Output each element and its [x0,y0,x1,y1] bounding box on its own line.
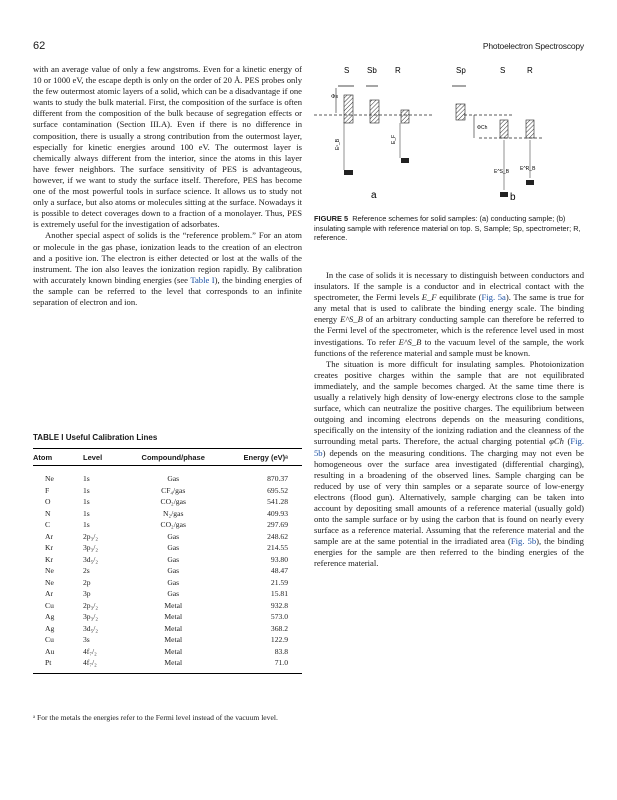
text-run: The situation is more difficult for insulating samples. Photoionization creates positive charges within the sample that are not equilibrated immediately, and the sample becomes charged. At the same time there is usually a relatively high density of low-energy electrons close to the sample surface, which can neutralize the positive charges. The equilibrium between outgoing and incoming electrons depends on the measuring conditions, specifically on the intensity of the ionizing radiation and the cleanness of the surrounding metal parts. Therefore, the actual charging potential [314,358,584,447]
column-header: Compound/phase [128,449,218,466]
cell-energy: 248.62 [267,531,288,541]
cell-atom: Ar [45,531,54,541]
column-header: Atom [33,449,83,466]
cell-level: 2s [83,566,90,576]
cell-energy: 48.47 [270,566,288,576]
cell-energy: 122.9 [270,635,288,645]
text-run: equilibrate ( [436,292,482,303]
cell-level: 4f₇/₂ [83,658,97,668]
label-r2: R [527,66,533,75]
cell-energy: 932.8 [270,600,288,610]
cell-level: 1s [83,520,90,530]
cell-energy: 71.0 [274,658,288,668]
page-number: 62 [33,40,46,52]
table-row [33,623,302,635]
symbol: E_F [421,292,437,303]
cell-phase: Gas [167,531,180,541]
eb-label: Eᵛ_B [335,138,341,150]
cell-energy: 409.93 [267,508,288,518]
table-row [33,531,302,543]
cell-atom: Cu [45,635,54,645]
table-row [33,508,302,520]
cell-atom: O [45,497,51,507]
table-row [33,600,302,612]
table-row [33,496,302,508]
cell-phase: Gas [167,543,180,553]
cell-atom: Ag [45,612,55,622]
cell-phase: Metal [164,646,183,656]
cell-atom: Ar [45,589,54,599]
ef-label: E_F [391,134,397,144]
running-head: Photoelectron Spectroscopy [482,41,584,51]
cell-phase: Metal [164,658,183,668]
table-row [33,519,302,531]
cell-phase: Gas [167,566,180,576]
reference-band [401,110,409,123]
cell-level: 3p [83,589,91,599]
eb-r-label: E^R_B [520,166,536,172]
table-row [33,634,302,646]
column-header: Energy (eV)ᵃ [218,449,302,466]
cell-energy: 695.52 [267,485,288,495]
table-row [33,588,302,600]
cell-phase: N₂/gas [163,508,184,518]
cell-atom: Pt [45,658,52,668]
cell-phase: Gas [167,474,180,484]
cell-level: 3p₃/₂ [83,612,98,622]
table-row [33,542,302,554]
symbol: E^S_B [398,336,422,347]
text-run: to the vacuum level of the sample, the work functions of the reference material and sample must be known. [314,336,584,358]
sample-band [500,120,508,138]
phi-ch-label: ΦCh [477,125,488,131]
cell-level: 2p₃/₂ [83,600,98,610]
cell-phase: Metal [164,623,183,633]
cell-atom: Ne [45,474,54,484]
symbol: E^S_B [340,314,363,325]
paragraph [314,270,584,359]
cell-phase: CO₂/gas [160,520,186,530]
cell-level: 4f₇/₂ [83,646,97,656]
text-run: Another special aspect of solids is the “reference problem.” For an atom or molecule in the gas phase, ionization leads to the creation of an electron and a positive ion. The electron is either detected or lost at the walls of the instrument. The ion also leaves the ionization region rapidly. By calibration with accurately known binding energies (see [33,230,302,285]
cell-level: 2p₃/₂ [83,531,98,541]
cell-atom: N [45,508,51,518]
table-row [33,485,302,497]
label-sb: Sb [367,66,377,75]
cell-atom: Ag [45,623,55,633]
cell-phase: Metal [164,600,183,610]
calibration-table [33,448,302,674]
cell-phase: Metal [164,612,183,622]
table-row [33,565,302,577]
cell-atom: Kr [45,543,54,553]
cell-atom: Kr [45,554,54,564]
cell-atom: Au [45,646,55,656]
cell-level: 1s [83,474,90,484]
table-title: TABLE I Useful Calibration Lines [33,433,158,442]
cell-energy: 297.69 [267,520,288,530]
cell-atom: F [45,485,50,495]
cell-phase: Metal [164,635,183,645]
paragraph [33,230,302,308]
text-run: ), the binding energies for the sample are then referred to the binding energies of the reference material. [314,536,584,569]
spectrometer-band [370,100,379,123]
text-run: of an arbitrary conducting sample can therefore be referred to the Fermi level of the spectrometer, which is the reference level used in most investigations. To refer [314,314,584,347]
cell-level: 3p₃/₂ [83,543,98,553]
text-run: In the case of solids it is necessary to distinguish between conductors and insulators. If the sample is a conductor and in electrical contact with the spectrometer, the Fermi levels [314,270,584,303]
table-link[interactable]: Table I [190,274,215,285]
figure-caption [314,214,586,243]
panel-label-a: a [371,190,377,201]
core-level [526,180,534,185]
cell-level: 3d₅/₂ [83,623,98,633]
table-row [33,611,302,623]
paragraph: with an average value of only a few angstroms. Even for a kinetic energy of 10 or 1000 eV, the escape depth is only on the order of 20 Å. PES probes only the few outermost atomic layers of a solid, which can be a disadvantage if one wants to study the bulk material. First, the composition of the surface is often different from the composition of the bulk because of segregation effects or surface contamination (Section III.A). Even if there is no difference in composition, there is usually a strong contribution from the outermost layer, especially for kinetic energies around 100 eV. The outermost layer is chemically always different from the interior, since the atoms in this layer have fewer neighbors. The surface sensitivity of PES is advantageous, however, if we want to study the surface itself. Therefore, PES has become one of the most powerful tools in surface science. It allows us to study not only a surface, but also atoms or molecules sitting at the surface. Nowadays it is possible to detect coverages down to a fraction of a monolayer. Thus, PES is extremely useful for the investigation of adsorbates. [33,64,302,230]
panel-label-b: b [510,192,516,203]
phi-label: Φs [331,94,339,100]
reference-scheme-diagram [314,60,584,210]
sample-band [344,95,353,123]
label-r: R [395,66,401,75]
cell-phase: CF₄/gas [161,485,186,495]
cell-atom: Cu [45,600,54,610]
text-run: ), the binding energies of the sample can be referred to the level that corresponds to an infinite separation of electron and ion. [33,274,302,307]
cell-energy: 214.55 [267,543,288,553]
paragraph [314,359,584,570]
table-footnote: ᵃ For the metals the energies refer to the Fermi level instead of the vacuum level. [33,713,278,722]
text-run: ) depends on the measuring conditions. The charging may not even be homogeneous over the surface area investigated (differential charging), resulting in a broadening of the observed lines. Sample charging can be reduced by use of very thin samples or a separate source of low-energy electrons (flood gun). Alternatively, sample charging can be taken into account by depositing small amounts of a reference material (usually gold) onto the sample surface or by using the carbon that is found on nearly every surface as a reference material. Assuming that the reference material and the sample are at the same potential in the irradiated area ( [314,447,584,547]
reference-band [526,120,534,138]
cell-level: 1s [83,508,90,518]
cell-energy: 368.2 [270,623,288,633]
cell-energy: 541.28 [267,497,288,507]
figure-link[interactable]: Fig. 5a [481,292,506,303]
cell-atom: Ne [45,566,54,576]
table-row [33,646,302,658]
figure-link[interactable]: Fig. 5b [314,436,584,458]
right-column-text [314,270,584,570]
cell-energy: 93.80 [270,554,288,564]
cell-phase: Gas [167,577,180,587]
cell-phase: CO₂/gas [160,497,186,507]
cell-level: 2p [83,577,91,587]
text-run: ( [563,436,571,447]
cell-level: 1s [83,485,90,495]
cell-energy: 573.0 [270,612,288,622]
table-rule [33,673,302,674]
cell-energy: 870.37 [267,474,288,484]
cell-atom: Ne [45,577,54,587]
figure-link[interactable]: Fig. 5b [510,536,537,547]
cell-phase: Gas [167,554,180,564]
cell-energy: 83.8 [274,646,288,656]
core-level [401,158,409,163]
table-row [33,657,302,673]
cell-energy: 21.59 [270,577,288,587]
core-level [500,192,508,197]
caption-text: Reference schemes for solid samples: (a) conducting sample; (b) insulating sample with reference material on top. S, Sample; Sp, spectrometer; R, reference. [314,214,581,243]
table-row [33,577,302,589]
column-header: Level [83,449,128,466]
cell-level: 1s [83,497,90,507]
left-column-text [33,64,302,308]
cell-phase: Gas [167,589,180,599]
label-s: S [344,66,350,75]
spectrometer-band [456,104,465,120]
figure-5 [314,60,584,210]
cell-atom: C [45,520,51,530]
cell-level: 3s [83,635,90,645]
cell-level: 3d₅/₂ [83,554,98,564]
eb-s-label: E^S_B [494,169,510,175]
label-s2: S [500,66,506,75]
cell-energy: 15.81 [270,589,288,599]
text-run: ). The same is true for any metal that is used to calibrate the binding energy scale. The binding energy [314,292,585,325]
label-sp: Sp [456,66,466,75]
symbol: φCh [549,436,564,447]
table-row [33,554,302,566]
caption-label: FIGURE 5 [314,214,349,223]
table-row [33,466,302,485]
core-level [344,170,353,175]
